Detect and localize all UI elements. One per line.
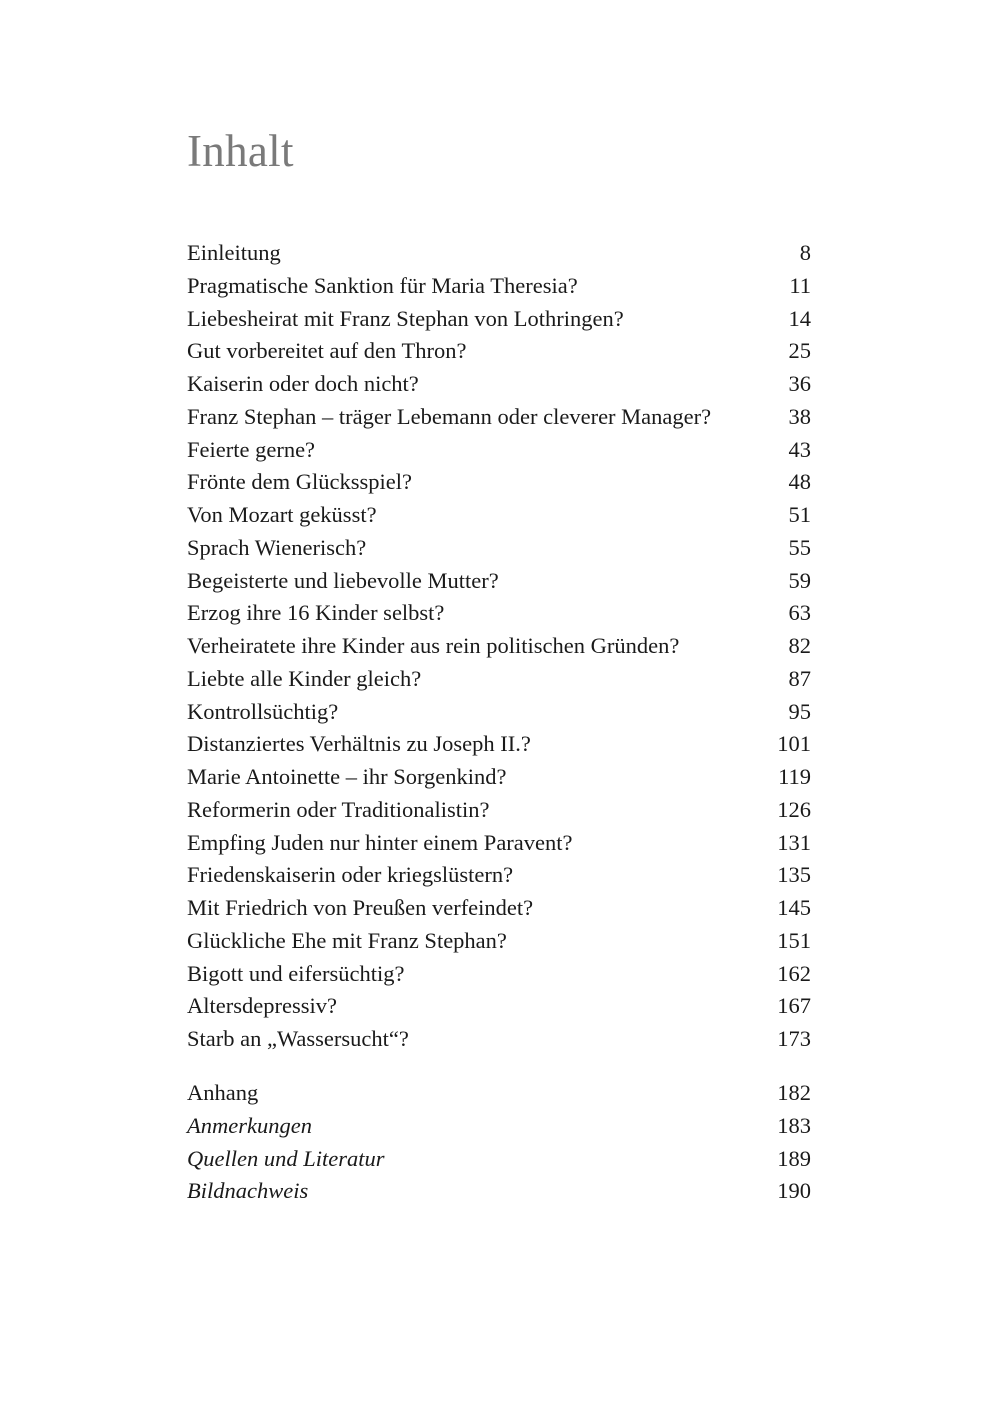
toc-entry-page: 38 — [788, 403, 811, 429]
toc-entry[interactable] — [187, 335, 811, 368]
toc-entry-title: Starb an „Wassersucht“? — [187, 1026, 409, 1051]
toc-entry-page: 63 — [788, 600, 811, 626]
toc-entry[interactable] — [187, 761, 811, 794]
toc-entry-title: Einleitung — [187, 240, 281, 265]
toc-entry[interactable] — [187, 728, 811, 761]
toc-entry-title: Marie Antoinette – ihr Sorgenkind? — [187, 764, 507, 789]
toc-entry-title: Mit Friedrich von Preußen verfeindet? — [187, 895, 534, 920]
toc-entry[interactable] — [187, 303, 811, 336]
toc-entry-page: 51 — [788, 502, 811, 527]
toc-subentry[interactable] — [187, 1175, 811, 1208]
toc-entry-title: Kontrollsüchtig? — [187, 698, 339, 724]
toc-entry-page: 48 — [788, 469, 811, 495]
toc-subentry-title: Bildnachweis — [187, 1178, 309, 1204]
toc-entry-title: Von Mozart geküsst? — [187, 502, 377, 527]
toc-entry[interactable] — [187, 892, 811, 925]
toc-entry-title: Liebesheirat mit Franz Stephan von Lothringen? — [187, 305, 624, 331]
toc-entry-title: Empfing Juden nur hinter einem Paravent? — [187, 829, 573, 855]
toc-entry[interactable] — [187, 925, 811, 958]
toc-entry[interactable] — [187, 532, 811, 565]
page-title: Inhalt — [187, 126, 294, 176]
toc-entry-page: 101 — [777, 731, 811, 757]
toc-entry-title: Erzog ihre 16 Kinder selbst? — [187, 600, 445, 626]
toc-entry-page: 162 — [777, 960, 811, 986]
toc-entry-title: Liebte alle Kinder gleich? — [187, 665, 422, 691]
table-of-contents — [187, 237, 811, 1056]
toc-entry-appendix[interactable] — [187, 1077, 811, 1110]
toc-subentry[interactable] — [187, 1110, 811, 1143]
toc-entry[interactable] — [187, 237, 811, 270]
toc-entry-page: 95 — [788, 698, 811, 724]
toc-entry-title: Altersdepressiv? — [187, 993, 337, 1019]
toc-subentry[interactable] — [187, 1143, 811, 1176]
toc-entry-title: Sprach Wienerisch? — [187, 534, 367, 560]
toc-subentry-title: Anmerkungen — [187, 1112, 312, 1138]
toc-entry-title: Bigott und eifersüchtig? — [187, 960, 405, 986]
toc-entry[interactable] — [187, 794, 811, 827]
toc-entry-page: 119 — [778, 764, 811, 789]
toc-entry[interactable] — [187, 499, 811, 532]
toc-entry[interactable] — [187, 958, 811, 991]
toc-entry-page: 87 — [788, 665, 811, 691]
toc-entry-title: Pragmatische Sanktion für Maria Theresia? — [187, 272, 578, 298]
toc-entry-page: 135 — [777, 862, 811, 888]
toc-entry-page: 167 — [777, 993, 811, 1019]
toc-entry-title: Distanziertes Verhältnis zu Joseph II.? — [187, 731, 531, 757]
toc-subentry-page: 183 — [777, 1112, 811, 1138]
toc-subentry-page: 189 — [777, 1145, 811, 1171]
toc-entry-title: Franz Stephan – träger Lebemann oder cleverer Manager? — [187, 403, 712, 429]
toc-entry-page: 82 — [788, 633, 811, 658]
toc-entry-page: 131 — [777, 829, 811, 855]
toc-entry[interactable] — [187, 466, 811, 499]
toc-entry[interactable] — [187, 859, 811, 892]
toc-entry-page: 55 — [788, 534, 811, 560]
toc-entry-page: 8 — [799, 240, 811, 265]
toc-entry-page: 43 — [788, 436, 811, 462]
toc-entry[interactable] — [187, 434, 811, 467]
toc-entry[interactable] — [187, 696, 811, 729]
toc-entry-page: 151 — [777, 927, 811, 953]
toc-entry-page: 182 — [777, 1080, 811, 1105]
toc-entry-page: 145 — [777, 895, 811, 920]
appendix-section — [187, 1077, 811, 1208]
toc-subentry-page: 190 — [777, 1178, 811, 1204]
toc-entry-page: 36 — [788, 371, 811, 396]
toc-entry-title: Frönte dem Glücksspiel? — [187, 469, 412, 495]
toc-entry-title: Verheiratete ihre Kinder aus rein politischen Gründen? — [187, 633, 680, 658]
toc-entry[interactable] — [187, 270, 811, 303]
toc-entry[interactable] — [187, 597, 811, 630]
toc-entry[interactable] — [187, 990, 811, 1023]
toc-entry-page: 11 — [789, 272, 811, 298]
toc-entry[interactable] — [187, 827, 811, 860]
toc-entry[interactable] — [187, 401, 811, 434]
toc-entry[interactable] — [187, 368, 811, 401]
toc-subentry-title: Quellen und Literatur — [187, 1145, 385, 1171]
toc-entry-page: 59 — [788, 567, 811, 593]
toc-entry-title: Glückliche Ehe mit Franz Stephan? — [187, 927, 507, 953]
toc-entry-page: 25 — [788, 338, 811, 364]
toc-entry-page: 173 — [777, 1026, 811, 1051]
toc-entry-title: Friedenskaiserin oder kriegslüstern? — [187, 862, 514, 888]
toc-entry[interactable] — [187, 630, 811, 663]
toc-entry[interactable] — [187, 663, 811, 696]
toc-entry-title: Kaiserin oder doch nicht? — [187, 371, 419, 396]
toc-entry-title: Gut vorbereitet auf den Thron? — [187, 338, 467, 364]
toc-entry-page: 14 — [788, 305, 811, 331]
toc-entry-title: Anhang — [187, 1080, 259, 1105]
toc-entry-page: 126 — [777, 796, 811, 822]
toc-entry-title: Reformerin oder Traditionalistin? — [187, 796, 490, 822]
toc-entry[interactable] — [187, 1023, 811, 1056]
toc-entry[interactable] — [187, 565, 811, 598]
toc-entry-title: Feierte gerne? — [187, 436, 316, 462]
toc-entry-title: Begeisterte und liebevolle Mutter? — [187, 567, 499, 593]
